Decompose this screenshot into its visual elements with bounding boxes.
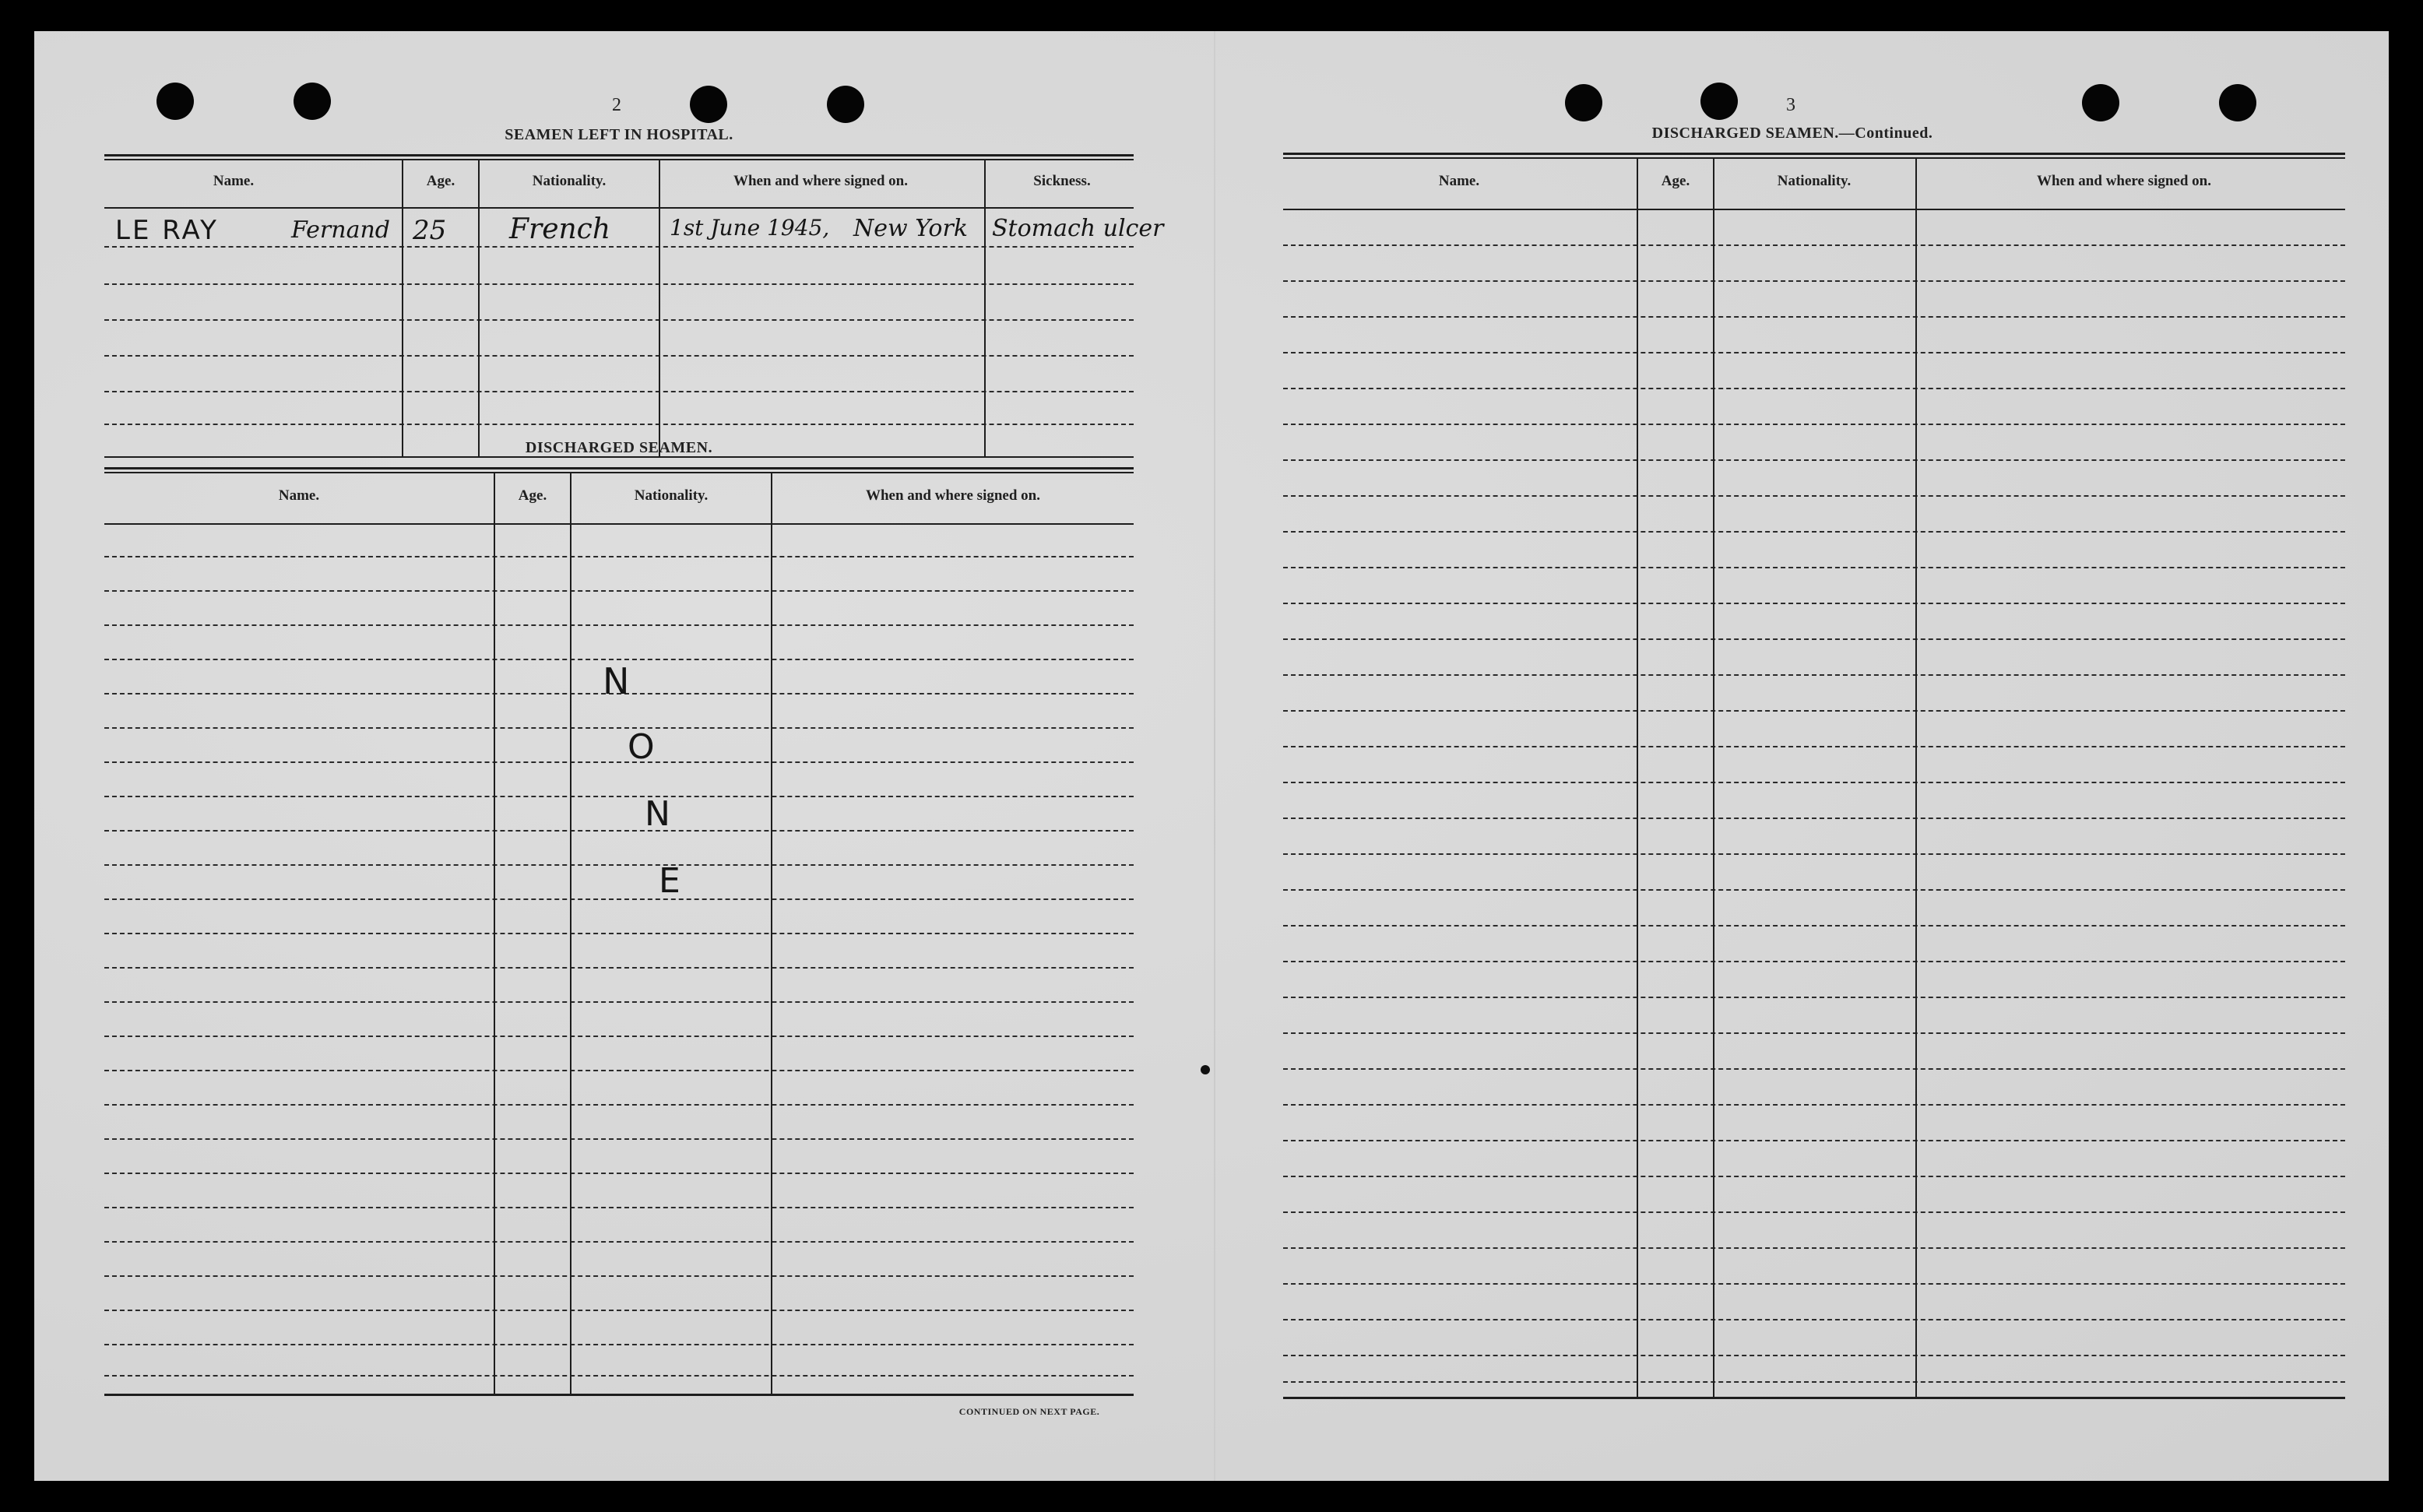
column-header-age: Age. [518,487,547,504]
punch-hole [1565,84,1602,121]
column-header-age: Age. [426,173,455,189]
column-header-signed-on: When and where signed on. [2036,173,2212,189]
handwritten-none-n2: N [645,794,670,834]
entry-age: 25 [413,215,447,246]
punch-hole [2219,84,2256,121]
column-header-signed-on: When and where signed on. [733,173,909,189]
binding-mark [1201,1065,1210,1074]
entry-signed-on-date: 1st June 1945, [670,215,830,241]
column-header-age: Age. [1661,173,1690,189]
continued-note: CONTINUED ON NEXT PAGE. [958,1406,1100,1417]
discharged-continued-title: DISCHARGED SEAMEN.—Continued. [1651,125,1933,142]
entry-surname: LE RAY [115,215,219,246]
ledger-spread [34,31,2389,1481]
column-header-sickness: Sickness. [1033,173,1091,189]
hospital-section-title: SEAMEN LEFT IN HOSPITAL. [505,126,733,143]
page-number-right: 3 [1786,95,1795,115]
entry-nationality: French [509,213,611,245]
punch-hole [690,86,727,123]
handwritten-none-o: O [628,727,655,767]
handwritten-none-n1: N [603,660,630,702]
column-header-name: Name. [278,487,320,504]
column-header-nationality: Nationality. [634,487,709,504]
discharged-table-right [1283,153,2345,1429]
column-header-nationality: Nationality. [532,173,607,189]
page-number-left: 2 [612,95,621,115]
punch-hole [1700,83,1738,120]
column-header-name: Name. [1438,173,1480,189]
punch-hole [827,86,864,123]
punch-hole [294,83,331,120]
punch-hole [2082,84,2119,121]
discharged-table-left [104,467,1134,1401]
punch-hole [156,83,194,120]
entry-sickness: Stomach ulcer [992,215,1164,242]
column-header-nationality: Nationality. [1777,173,1852,189]
column-header-signed-on: When and where signed on. [865,487,1041,504]
column-header-name: Name. [213,173,255,189]
discharged-section-title: DISCHARGED SEAMEN. [525,439,713,456]
handwritten-none-e: E [659,861,680,901]
page-fold [1214,31,1215,1481]
hospital-table [104,154,1164,461]
entry-signed-on-place: New York [853,215,968,242]
entry-given-name: Fernand [291,216,391,244]
